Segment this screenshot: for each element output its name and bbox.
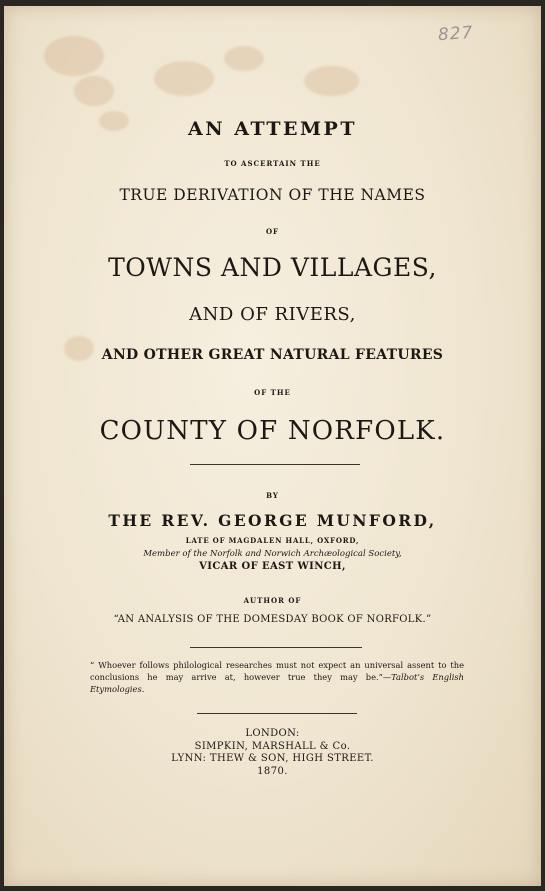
epigraph-source: Talbot’s English Etymologies. <box>90 672 464 694</box>
imprint-second-publisher: LYNN: THEW & SON, HIGH STREET. <box>171 753 374 764</box>
divider-rule <box>197 713 357 714</box>
author-of-label: AUTHOR OF <box>243 596 302 605</box>
author-name: THE REV. GEORGE MUNFORD, <box>108 511 437 530</box>
foxing-stain <box>44 36 104 76</box>
pencil-shelf-number: 827 <box>436 22 474 46</box>
author-late: LATE OF MAGDALEN HALL, OXFORD, <box>185 536 360 545</box>
divider-rule <box>190 647 362 648</box>
author-vicar: VICAR OF EAST WINCH, <box>199 561 346 572</box>
title-line-of: OF <box>265 227 280 236</box>
epigraph-text: “ Whoever follows philological researches must not expect an universal assent to the conclusions he may arrive at, however true they may be.”— <box>90 660 464 682</box>
foxing-stain <box>154 61 214 96</box>
title-line-towns: TOWNS AND VILLAGES, <box>108 253 437 282</box>
title-line-county: COUNTY OF NORFOLK. <box>99 416 446 446</box>
title-line-rivers: AND OF RIVERS, <box>189 304 356 325</box>
title-line-derivation: TRUE DERIVATION OF THE NAMES <box>119 186 426 204</box>
title-line-attempt: AN ATTEMPT <box>188 118 357 140</box>
imprint-city: LONDON: <box>245 728 300 739</box>
title-line-ascertain: TO ASCERTAIN THE <box>224 159 321 168</box>
foxing-stain <box>224 46 264 71</box>
foxing-stain <box>304 66 359 96</box>
title-page <box>4 6 541 886</box>
imprint-year: 1870. <box>257 766 288 777</box>
title-line-of-the: OF THE <box>254 388 291 397</box>
imprint-publisher: SIMPKIN, MARSHALL & Co. <box>194 741 351 752</box>
author-other-work: “AN ANALYSIS OF THE DOMESDAY BOOK OF NORFOLK.” <box>113 614 432 625</box>
byline-by: BY <box>266 491 279 500</box>
author-member: Member of the Norfolk and Norwich Archæological Society, <box>143 549 402 559</box>
epigraph <box>90 659 464 695</box>
title-line-features: AND OTHER GREAT NATURAL FEATURES <box>101 347 444 363</box>
divider-rule <box>190 464 360 465</box>
foxing-stain <box>74 76 114 106</box>
